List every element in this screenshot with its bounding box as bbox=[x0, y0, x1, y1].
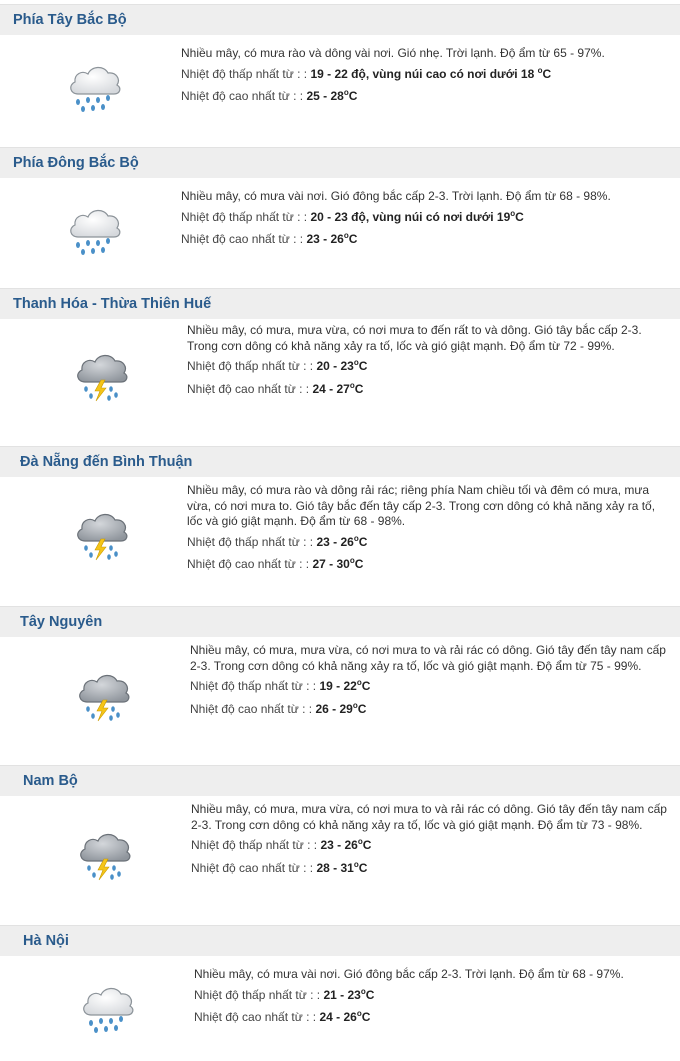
high-temperature bbox=[181, 232, 651, 248]
high-temperature bbox=[194, 1010, 668, 1026]
low-temp-label: Nhiệt độ thấp nhất từ : : bbox=[190, 679, 317, 693]
region-title: Thanh Hóa - Thừa Thiên Huế bbox=[13, 296, 212, 312]
weather-description: Nhiều mây, có mưa rào và dông rải rác; riêng phía Nam chiều tối và đêm có mưa, mưa vừa, có nơi mưa to. Gió tây bắc đến tây cấp 2-3. Trong cơn dông có khả năng xảy ra tố, lốc và gió giật mạnh. Độ ẩm từ 68 - 98%. bbox=[187, 483, 656, 528]
high-temp-value: 28 - 31$^o$C bbox=[316, 859, 368, 875]
region-header bbox=[0, 925, 680, 956]
low-temp-value: 19 - 22 độ, vùng núi cao có nơi dưới 18 $^o$C bbox=[310, 65, 552, 81]
high-temp-label: Nhiệt độ cao nhất từ : : bbox=[181, 232, 304, 246]
region-block bbox=[0, 765, 680, 875]
weather-description: Nhiều mây, có mưa, mưa vừa, có nơi mưa to và rải rác có dông. Gió tây đến tây nam cấp 2-3. Trong cơn dông có khả năng xảy ra tố, lốc và gió giật mạnh. Độ ẩm từ 75 - 99%. bbox=[190, 643, 666, 673]
high-temp-label: Nhiệt độ cao nhất từ : : bbox=[181, 89, 304, 103]
region-info bbox=[187, 323, 667, 404]
low-temp-value: 20 - 23$^o$C bbox=[316, 358, 368, 373]
region-title: Tây Nguyên bbox=[20, 614, 103, 630]
region-title: Nam Bộ bbox=[23, 773, 78, 789]
region-header bbox=[0, 765, 680, 796]
low-temperature bbox=[194, 988, 668, 1004]
region-info bbox=[190, 643, 670, 724]
region-block bbox=[0, 147, 680, 246]
region-info bbox=[191, 802, 671, 883]
low-temperature bbox=[190, 679, 670, 695]
high-temperature bbox=[191, 861, 671, 877]
region-title: Hà Nội bbox=[23, 933, 69, 949]
high-temperature bbox=[181, 89, 651, 105]
region-header bbox=[0, 288, 680, 319]
cloud-rain-icon bbox=[64, 60, 124, 114]
region-header bbox=[0, 606, 680, 637]
region-block bbox=[0, 925, 680, 1024]
cloud-rain-icon bbox=[64, 203, 124, 257]
high-temp-label: Nhiệt độ cao nhất từ : : bbox=[191, 860, 314, 875]
low-temperature bbox=[181, 210, 651, 226]
high-temperature bbox=[190, 702, 670, 718]
thunderstorm-icon bbox=[71, 350, 131, 404]
region-title: Đà Nẵng đến Bình Thuận bbox=[20, 454, 193, 470]
high-temp-value: 24 - 26$^o$C bbox=[319, 1009, 371, 1024]
thunderstorm-icon bbox=[73, 670, 133, 724]
high-temp-value: 27 - 30$^o$C bbox=[312, 556, 364, 571]
low-temperature bbox=[191, 838, 671, 854]
weather-description: Nhiều mây, có mưa vài nơi. Gió đông bắc cấp 2-3. Trời lạnh. Độ ẩm từ 68 - 97%. bbox=[194, 967, 624, 981]
low-temp-label: Nhiệt độ thấp nhất từ : : bbox=[187, 534, 314, 549]
region-block bbox=[0, 446, 680, 571]
weather-description: Nhiều mây, có mưa, mưa vừa, có nơi mưa to đến rất to và dông. Gió tây bắc cấp 2-3. Trong cơn dông có khả năng xảy ra tố, lốc và gió giật mạnh. Độ ẩm từ 72 - 99%. bbox=[187, 323, 642, 353]
weather-description: Nhiều mây, có mưa vài nơi. Gió đông bắc cấp 2-3. Trời lạnh. Độ ẩm từ 68 - 98%. bbox=[181, 189, 611, 203]
low-temp-value: 21 - 23$^o$C bbox=[323, 986, 375, 1002]
cloud-rain-icon bbox=[77, 981, 137, 1035]
high-temp-value: 23 - 26$^o$C bbox=[306, 231, 358, 246]
weather-description: Nhiều mây, có mưa, mưa vừa, có nơi mưa to và rải rác có dông. Gió tây đến tây nam cấp 2-3. Trong cơn dông có khả năng xảy ra tố, lốc và gió giật mạnh. Độ ẩm từ 73 - 98%. bbox=[191, 802, 667, 832]
high-temperature bbox=[187, 382, 667, 398]
region-info bbox=[194, 967, 668, 1033]
low-temp-value: 20 - 23 độ, vùng núi có nơi dưới 19$^o$C bbox=[310, 208, 524, 224]
high-temperature bbox=[187, 557, 667, 573]
region-header bbox=[0, 147, 680, 178]
thunderstorm-icon bbox=[71, 509, 131, 563]
high-temp-label: Nhiệt độ cao nhất từ : : bbox=[190, 701, 313, 716]
region-header bbox=[0, 4, 680, 35]
region-title: Phía Tây Bắc Bộ bbox=[13, 12, 127, 28]
high-temp-value: 24 - 27$^o$C bbox=[312, 380, 364, 396]
region-info bbox=[181, 189, 651, 255]
high-temp-value: 25 - 28$^o$C bbox=[306, 88, 358, 103]
high-temp-label: Nhiệt độ cao nhất từ : : bbox=[194, 1010, 317, 1024]
high-temp-label: Nhiệt độ cao nhất từ : : bbox=[187, 381, 310, 396]
low-temp-value: 19 - 22$^o$C bbox=[319, 678, 371, 693]
low-temp-label: Nhiệt độ thấp nhất từ : : bbox=[187, 359, 314, 373]
region-block bbox=[0, 4, 680, 103]
low-temp-label: Nhiệt độ thấp nhất từ : : bbox=[194, 987, 321, 1002]
region-info bbox=[187, 483, 667, 580]
weather-description: Nhiều mây, có mưa rào và dông vài nơi. Gió nhẹ. Trời lạnh. Độ ẩm từ 65 - 97%. bbox=[181, 46, 605, 60]
region-block bbox=[0, 606, 680, 716]
high-temp-label: Nhiệt độ cao nhất từ : : bbox=[187, 557, 310, 571]
region-header bbox=[0, 446, 680, 477]
low-temp-label: Nhiệt độ thấp nhất từ : : bbox=[181, 66, 308, 81]
low-temperature bbox=[181, 67, 651, 83]
region-info bbox=[181, 46, 651, 112]
low-temp-label: Nhiệt độ thấp nhất từ : : bbox=[191, 838, 318, 852]
region-title: Phía Đông Bắc Bộ bbox=[13, 155, 139, 171]
low-temp-label: Nhiệt độ thấp nhất từ : : bbox=[181, 209, 308, 224]
region-block bbox=[0, 288, 680, 396]
low-temp-value: 23 - 26$^o$C bbox=[320, 837, 372, 852]
low-temp-value: 23 - 26$^o$C bbox=[316, 533, 368, 549]
low-temperature bbox=[187, 535, 667, 551]
low-temperature bbox=[187, 359, 667, 375]
thunderstorm-icon bbox=[74, 829, 134, 883]
high-temp-value: 26 - 29$^o$C bbox=[315, 700, 367, 716]
